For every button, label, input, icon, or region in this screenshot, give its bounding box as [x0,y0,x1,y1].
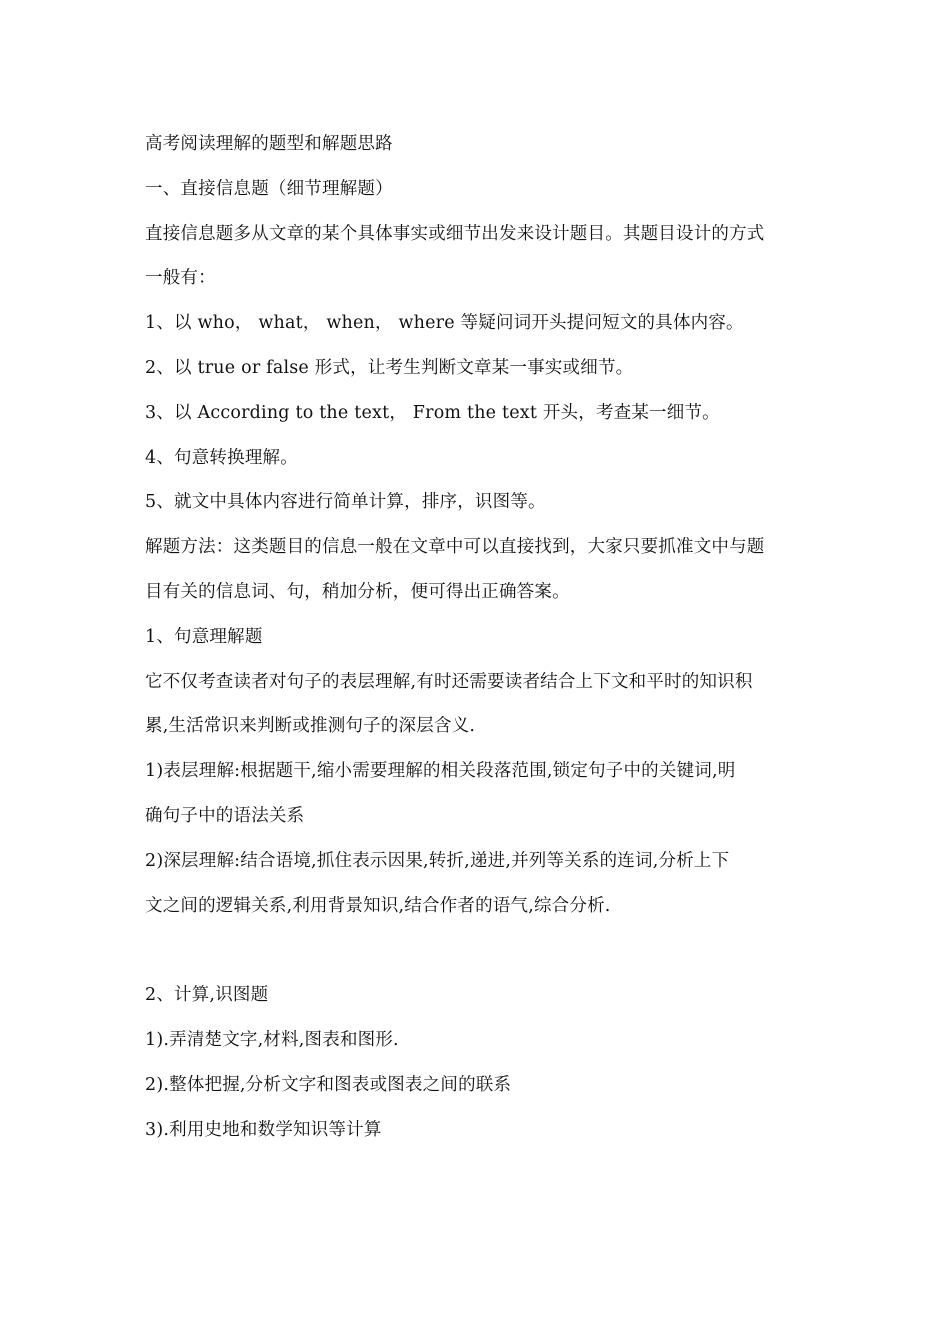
list-item: 4、句意转换理解。 [145,447,298,468]
subsection-heading: 2、计算,识图题 [145,985,269,1006]
paragraph-line: 一般有： [145,268,216,289]
list-item: 2)深层理解:结合语境,抓住表示因果,转折,递进,并列等关系的连词,分析上下 [145,850,730,871]
blank-line [145,928,810,973]
list-item: 1、以 who， what， when， where 等疑问词开头提问短文的具体内容。 [145,313,744,334]
document-title: 高考阅读理解的题型和解题思路 [145,134,393,154]
document-body [145,122,810,1152]
list-item: 1).弄清楚文字,材料,图表和图形. [145,1029,399,1050]
paragraph-line: 解题方法：这类题目的信息一般在文章中可以直接找到，大家只要抓准文中与题 [145,537,765,558]
list-item: 3、以 According to the text， From the text 开头，考查某一细节。 [145,402,720,423]
list-item: 1)表层理解:根据题干,缩小需要理解的相关段落范围,锁定句子中的关键词,明 [145,761,736,782]
list-item: 2).整体把握,分析文字和图表或图表之间的联系 [145,1074,512,1095]
paragraph-line: 它不仅考查读者对句子的表层理解,有时还需要读者结合上下文和平时的知识积 [145,671,753,692]
list-item: 5、就文中具体内容进行简单计算，排序，识图等。 [145,492,546,513]
paragraph-line: 文之间的逻辑关系,利用背景知识,结合作者的语气,综合分析. [145,895,611,916]
list-item: 3).利用史地和数学知识等计算 [145,1119,382,1140]
section-heading-direct-info: 一、直接信息题（细节理解题） [145,178,393,199]
list-item: 2、以 true or false 形式，让考生判断文章某一事实或细节。 [145,357,634,378]
subsection-heading: 1、句意理解题 [145,626,263,647]
paragraph-line: 直接信息题多从文章的某个具体事实或细节出发来设计题目。其题目设计的方式 [145,223,765,244]
paragraph-line: 累,生活常识来判断或推测句子的深层含义. [145,716,476,737]
paragraph-line: 确句子中的语法关系 [145,805,305,826]
paragraph-line: 目有关的信息词、句，稍加分析，便可得出正确答案。 [145,581,570,602]
